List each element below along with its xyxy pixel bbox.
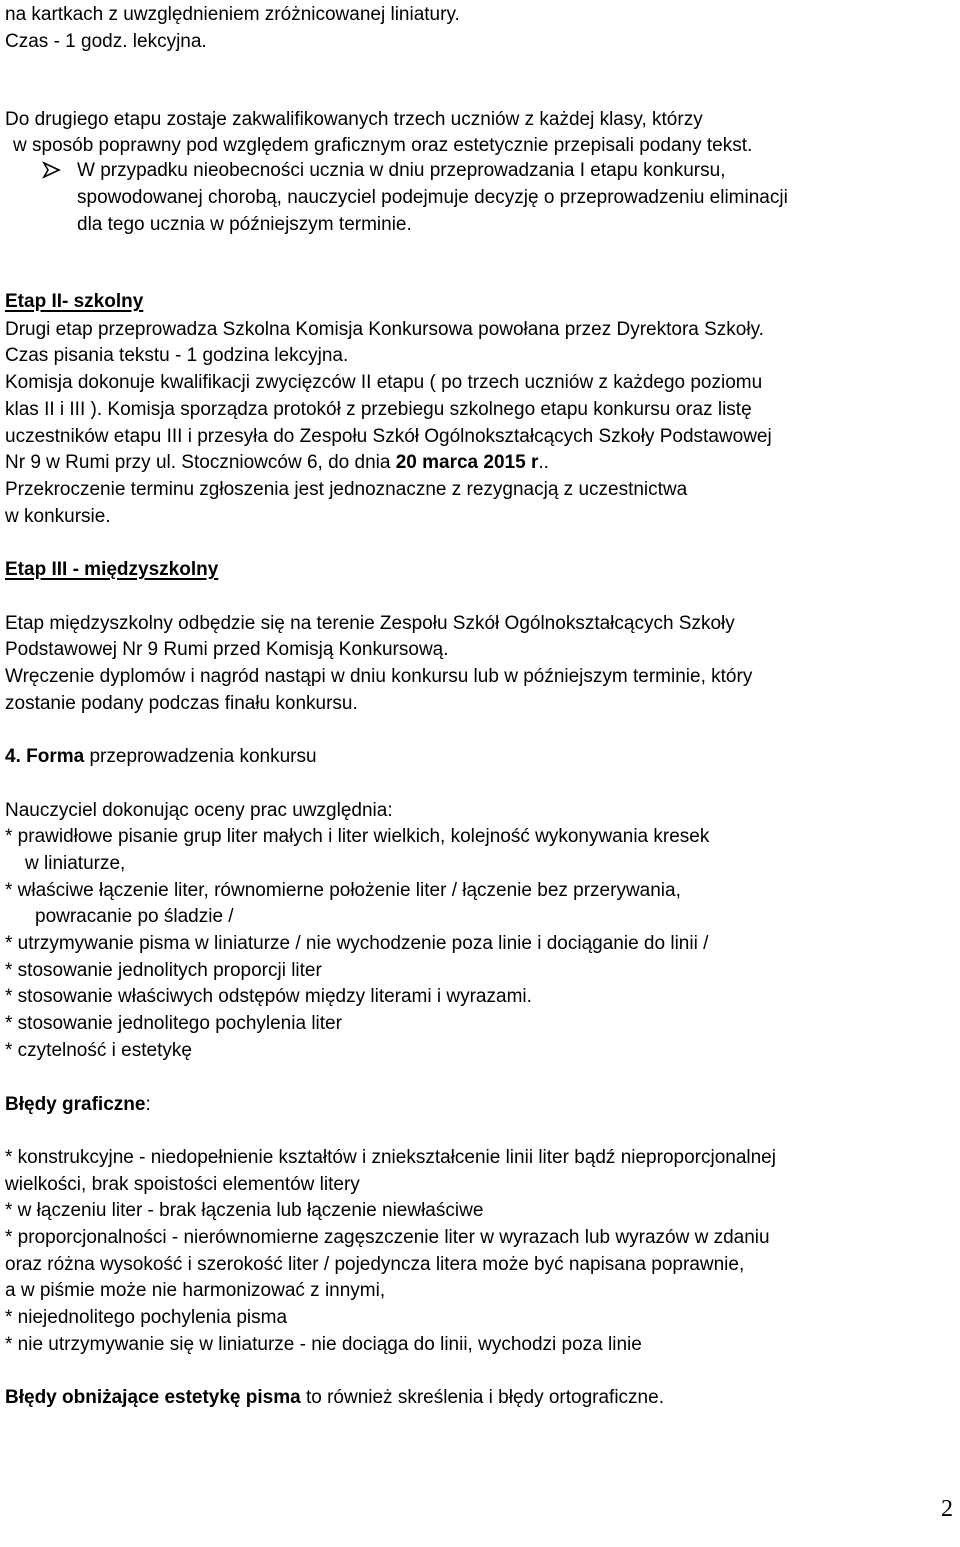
intro-line-3: Do drugiego etapu zostaje zakwalifikowanych trzech uczniów z każdej klasy, którzy [5, 109, 703, 130]
final-line [5, 1386, 664, 1410]
final-line-bold: Błędy obniżające estetykę pisma [5, 1387, 301, 1408]
etap3-line-4: zostanie podany podczas finału konkursu. [5, 693, 358, 714]
bledy-heading-rest: : [145, 1094, 151, 1115]
forma-item-1b: w liniaturze, [25, 853, 126, 874]
etap3-line-1: Etap międzyszkolny odbędzie się na terenie Zespołu Szkół Ogólnokształcących Szkoły [5, 613, 735, 634]
forma-item-4: * stosowanie jednolitych proporcji liter [5, 960, 322, 981]
forma-item-1a: * prawidłowe pisanie grup liter małych i liter wielkich, kolejność wykonywania kresek [5, 826, 710, 847]
etap2-line-5: uczestników etapu III i przesyła do Zespołu Szkół Ogólnokształcących Szkoły Podstawowej [5, 426, 772, 447]
etap3-line-3: Wręczenie dyplomów i nagród nastąpi w dniu konkursu lub w późniejszym terminie, który [5, 666, 753, 687]
bullet-line-3: dla tego ucznia w późniejszym terminie. [77, 214, 412, 235]
etap2-line-8: w konkursie. [5, 506, 111, 527]
etap2-line-2: Czas pisania tekstu - 1 godzina lekcyjna. [5, 345, 349, 366]
forma-item-2a: * właściwe łączenie liter, równomierne położenie liter / łączenie bez przerywania, [5, 880, 681, 901]
etap2-line-6 [5, 451, 549, 475]
etap2-line-4: klas II i III ). Komisja sporządza protokół z przebiegu szkolnego etapu konkursu oraz listę [5, 399, 752, 420]
etap3-heading: Etap III - międzyszkolny [5, 559, 219, 580]
intro-line-1: na kartkach z uwzględnieniem zróżnicowanej liniatury. [5, 4, 460, 25]
etap2-heading: Etap II- szkolny [5, 291, 144, 312]
forma-item-6: * stosowanie jednolitego pochylenia liter [5, 1013, 342, 1034]
forma-heading-rest: przeprowadzenia konkursu [84, 746, 317, 767]
bledy-line-4: * proporcjonalności - nierównomierne zagęszczenie liter w wyrazach lub wyrazów w zdaniu [5, 1227, 770, 1248]
bledy-line-6: a w piśmie może nie harmonizować z innymi, [5, 1280, 386, 1301]
page-number: 2 [941, 1496, 953, 1522]
bledy-line-8: * nie utrzymywanie się w liniaturze - nie dociąga do linii, wychodzi poza linie [5, 1334, 642, 1355]
deadline-date: 20 marca 2015 r [395, 452, 539, 473]
bledy-line-3: * w łączeniu liter - brak łączenia lub łączenie niewłaściwe [5, 1200, 484, 1221]
forma-heading-number: 4. Forma [5, 746, 85, 767]
arrow-bullet-icon [42, 160, 62, 180]
intro-line-4: w sposób poprawny pod względem graficznym oraz estetycznie przepisali podany tekst. [13, 135, 753, 156]
final-line-rest: to również skreślenia i błędy ortograficzne. [300, 1387, 664, 1408]
forma-item-5: * stosowanie właściwych odstępów między literami i wyrazami. [5, 986, 532, 1007]
bledy-line-5: oraz różna wysokość i szerokość liter / pojedyncza litera może być napisana poprawnie, [5, 1254, 745, 1275]
forma-item-7: * czytelność i estetykę [5, 1040, 192, 1061]
forma-intro: Nauczyciel dokonując oceny prac uwzględnia: [5, 800, 393, 821]
etap2-line-3: Komisja dokonuje kwalifikacji zwycięzców II etapu ( po trzech uczniów z każdego poziomu [5, 372, 763, 393]
forma-item-2b: powracanie po śladzie / [35, 906, 234, 927]
etap3-line-2: Podstawowej Nr 9 Rumi przed Komisją Konkursową. [5, 639, 449, 660]
intro-line-2: Czas - 1 godz. lekcyjna. [5, 31, 207, 52]
bledy-line-7: * niejednolitego pochylenia pisma [5, 1307, 288, 1328]
etap2-line-6-post: .. [538, 452, 549, 473]
etap2-line-6-pre: Nr 9 w Rumi przy ul. Stoczniowców 6, do dnia [5, 452, 396, 473]
etap2-line-7: Przekroczenie terminu zgłoszenia jest jednoznaczne z rezygnacją z uczestnictwa [5, 479, 688, 500]
bledy-line-1: * konstrukcyjne - niedopełnienie kształtów i zniekształcenie linii liter bądź nieproporcjonalnej [5, 1147, 776, 1168]
bullet-line-2: spowodowanej chorobą, nauczyciel podejmuje decyzję o przeprowadzeniu eliminacji [77, 187, 788, 208]
bledy-line-2: wielkości, brak spoistości elementów litery [5, 1174, 360, 1195]
etap2-line-1: Drugi etap przeprowadza Szkolna Komisja Konkursowa powołana przez Dyrektora Szkoły. [5, 319, 764, 340]
forma-heading [5, 745, 317, 769]
bledy-heading [5, 1093, 151, 1117]
forma-item-3: * utrzymywanie pisma w liniaturze / nie wychodzenie poza linie i dociąganie do linii / [5, 933, 709, 954]
bullet-line-1: W przypadku nieobecności ucznia w dniu przeprowadzania I etapu konkursu, [77, 160, 726, 181]
bledy-heading-bold: Błędy graficzne [5, 1094, 146, 1115]
